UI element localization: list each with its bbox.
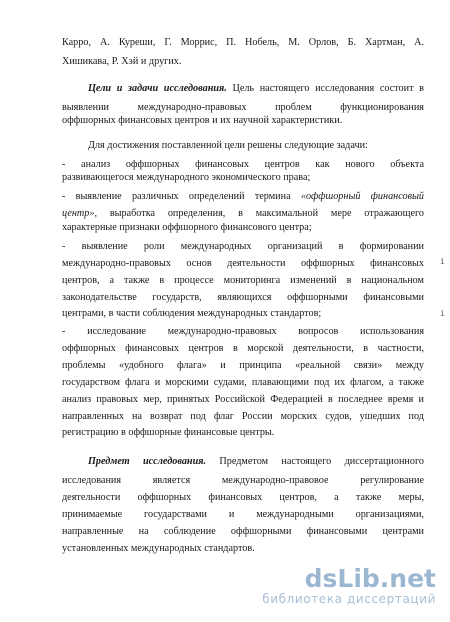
task-text: , выработка определения, в максимальной мере отражающего xyxy=(94,208,424,219)
task-item-line: законодательстве государств, являющихся оффшорными финансовыми xyxy=(62,292,424,303)
watermark-tagline: библиотека диссертаций xyxy=(262,592,436,606)
task-item-line: государством флага и морскими судами, плавающими под их флагом, а также xyxy=(62,377,424,388)
goal-paragraph-line: выявлении международно-правовых проблем функционирования xyxy=(62,102,424,113)
task-item-line: регистрацию в оффшорные финансовые центры. xyxy=(62,427,275,438)
subject-paragraph-line: установленных международных стандартов. xyxy=(62,543,255,554)
subject-paragraph-line xyxy=(88,455,424,468)
task-item-line: анализ правовых мер, принятых Российской Федерацией в последнее время и xyxy=(62,394,424,405)
watermark-logo: dsLib.net xyxy=(304,564,436,593)
task-item-line: характерные признаки оффшорного финансового центра; xyxy=(62,222,312,233)
task-item-line: проблемы «удобного флага» и принципа «реальной связи» между xyxy=(62,360,424,371)
task-item-line: - анализ оффшорных финансовых центров как нового объекта xyxy=(62,159,424,170)
subject-heading: Предмет исследования. xyxy=(88,456,207,467)
watermark xyxy=(262,566,436,606)
task-item-line: центров, а также в процессе мониторинга изменений в национальном xyxy=(62,275,424,286)
margin-mark: i xyxy=(440,257,445,266)
goal-heading: Цели и задачи исследования. xyxy=(88,83,227,94)
subject-paragraph-line: принимаемые государствами и международными организациями, xyxy=(62,509,424,520)
task-item-line: направленных на возврат под флаг России морских судов, ушедших под xyxy=(62,411,424,422)
authors-line: Карро, А. Куреши, Г. Моррис, П. Нобель, М. Орлов, Б. Хартман, А. xyxy=(62,37,424,48)
term-italic: центр» xyxy=(62,208,95,219)
subject-paragraph-line: деятельности оффшорных финансовых центров, а также меры, xyxy=(62,492,424,503)
task-item-line: международно-правовых основ деятельности оффшорных финансовых xyxy=(62,258,424,269)
task-item-line: развивающегося международного экономического права; xyxy=(62,172,311,183)
goal-paragraph-line: оффшорных финансовых центров и их научной характеристики. xyxy=(62,115,343,126)
term-italic: «оффшорный финансовый xyxy=(300,191,424,202)
margin-mark: i xyxy=(440,309,445,318)
subject-text: Предметом настоящего диссертационного xyxy=(206,456,424,467)
task-item-line: оффшорных финансовых центров в морской деятельности, в частности, xyxy=(62,343,424,354)
tasks-intro: Для достижения поставленной цели решены следующие задачи: xyxy=(88,140,368,151)
subject-paragraph-line: направленные на соблюдение оффшорными финансовыми центрами xyxy=(62,526,424,537)
task-item-line xyxy=(62,207,424,220)
task-item-line: - исследование международно-правовых вопросов использования xyxy=(62,326,424,337)
goal-paragraph-line xyxy=(88,82,424,95)
task-item-line: центрами, в части соблюдения международных стандартов; xyxy=(62,308,322,319)
task-text: - выявление различных определений термина xyxy=(62,191,301,202)
subject-paragraph-line: исследования является международно-правовое регулирование xyxy=(62,475,424,486)
authors-line: Хишикава, Р. Хэй и других. xyxy=(62,56,182,67)
task-item-line: - выявление роли международных организаций в формировании xyxy=(62,241,424,252)
task-item-line xyxy=(62,190,424,203)
goal-text: Цель настоящего исследования состоит в xyxy=(226,83,424,94)
